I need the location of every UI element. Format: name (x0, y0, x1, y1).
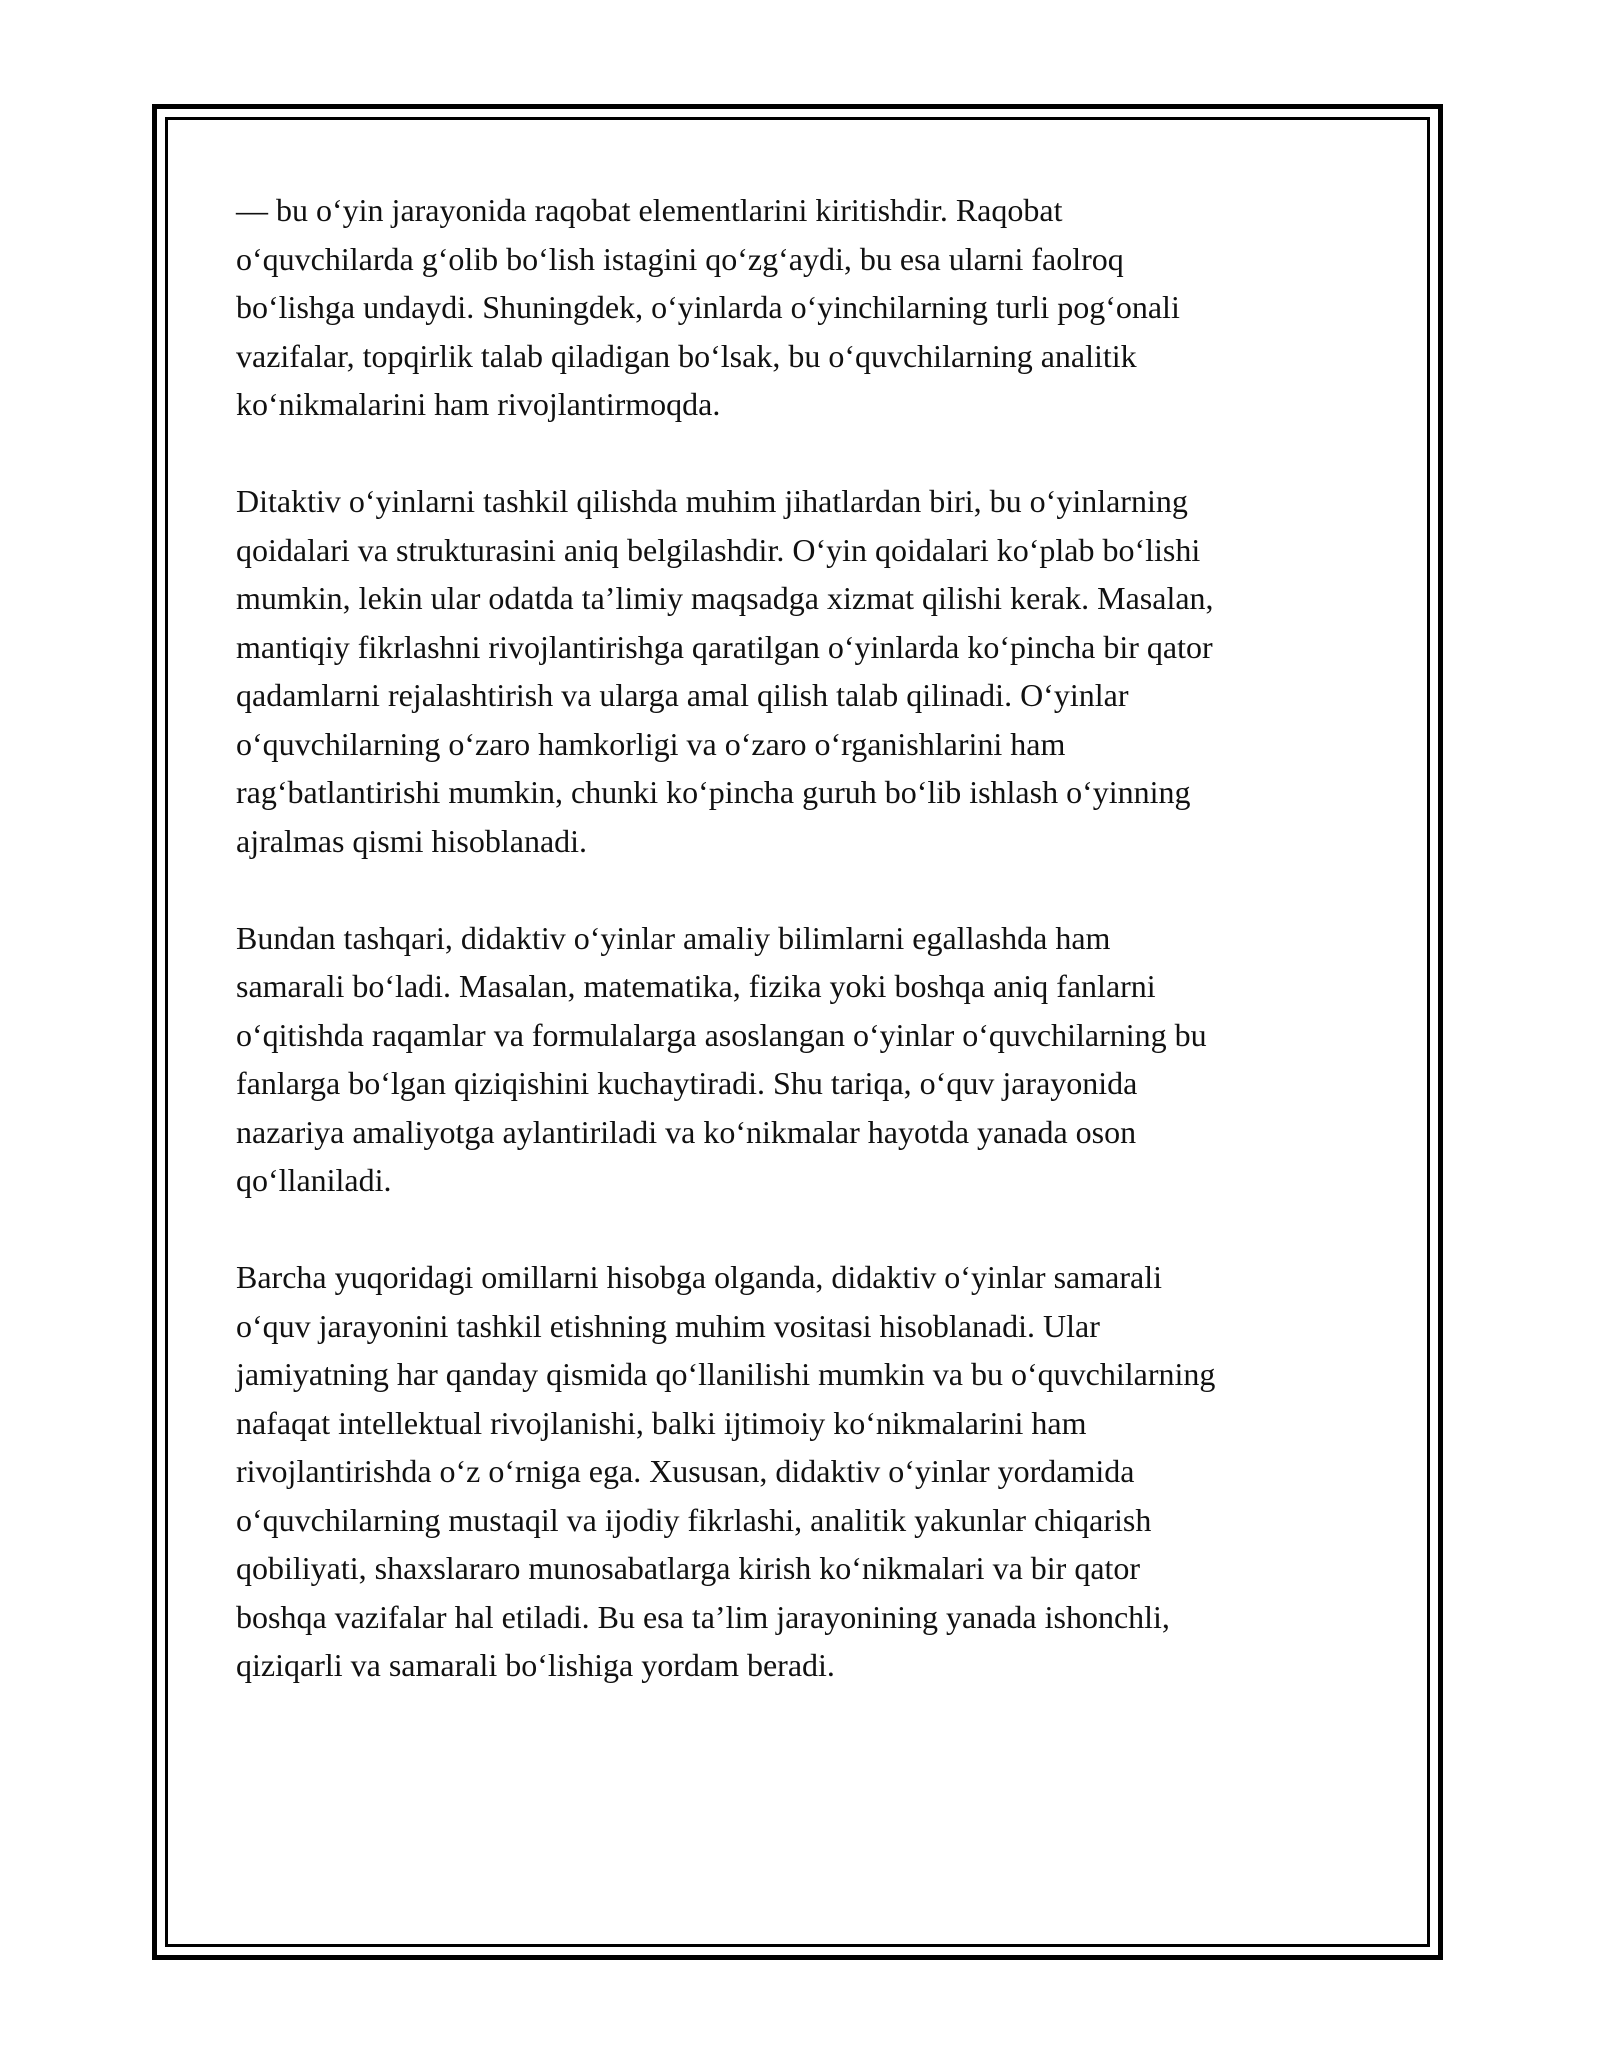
paragraph-3: Bundan tashqari, didaktiv o‘yinlar amaliy bilimlarni egallashda ham samarali bo‘ladi. Masalan, matematika, fizika yoki boshqa aniq fanlarni o‘qitishda raqamlar va formulalarga asoslangan o‘yinlar o‘quvchilarning bu fanlarga bo‘lgan qiziqishini kuchaytiradi. Shu tariqa, o‘quv jarayonida nazariya amaliyotga aylantiriladi va ko‘nikmalar hayotda yanada oson qo‘llaniladi. (236, 919, 1207, 1198)
paragraph-2: Ditaktiv o‘yinlarni tashkil qilishda muhim jihatlardan biri, bu o‘yinlarning qoidalari va strukturasini aniq belgilashdir. O‘yin qoidalari ko‘plab bo‘lishi mumkin, lekin ular odatda ta’limiy maqsadga xizmat qilishi kerak. Masalan, mantiqiy fikrlashni rivojlantirishga qaratilgan o‘yinlarda ko‘pincha bir qator qadamlarni rejalashtirish va ularga amal qilish talab qilinadi. O‘yinlar o‘quvchilarning o‘zaro hamkorligi va o‘zaro o‘rganishlarini ham rag‘batlantirishi mumkin, chunki ko‘pincha guruh bo‘lib ishlash o‘yinning ajralmas qismi hisoblanadi. (236, 483, 1214, 859)
document-body (236, 186, 1366, 1738)
paragraph-4: Barcha yuqoridagi omillarni hisobga olganda, didaktiv o‘yinlar samarali o‘quv jarayonini tashkil etishning muhim vositasi hisoblanadi. Ular jamiyatning har qanday qismida qo‘llanilishi mumkin va bu o‘quvchilarning nafaqat intellektual rivojlanishi, balki ijtimoiy ko‘nikmalarini ham rivojlantirishda o‘z o‘rniga ega. Xususan, didaktiv o‘yinlar yordamida o‘quvchilarning mustaqil va ijodiy fikrlashi, analitik yakunlar chiqarish qobiliyati, shaxslararo munosabatlarga kirish ko‘nikmalari va bir qator boshqa vazifalar hal etiladi. Bu esa ta’lim jarayonining yanada ishonchli, qiziqarli va samarali bo‘lishiga yordam beradi. (236, 1259, 1216, 1683)
paragraph-1: — bu o‘yin jarayonida raqobat elementlarini kiritishdir. Raqobat o‘quvchilarda g‘olib bo‘lish istagini qo‘zg‘aydi, bu esa ularni faolroq bo‘lishga undaydi. Shuningdek, o‘yinlarda o‘yinchilarning turli pog‘onali vazifalar, topqirlik talab qiladigan bo‘lsak, bu o‘quvchilarning analitik ko‘nikmalarini ham rivojlantirmoqda. (236, 192, 1180, 422)
